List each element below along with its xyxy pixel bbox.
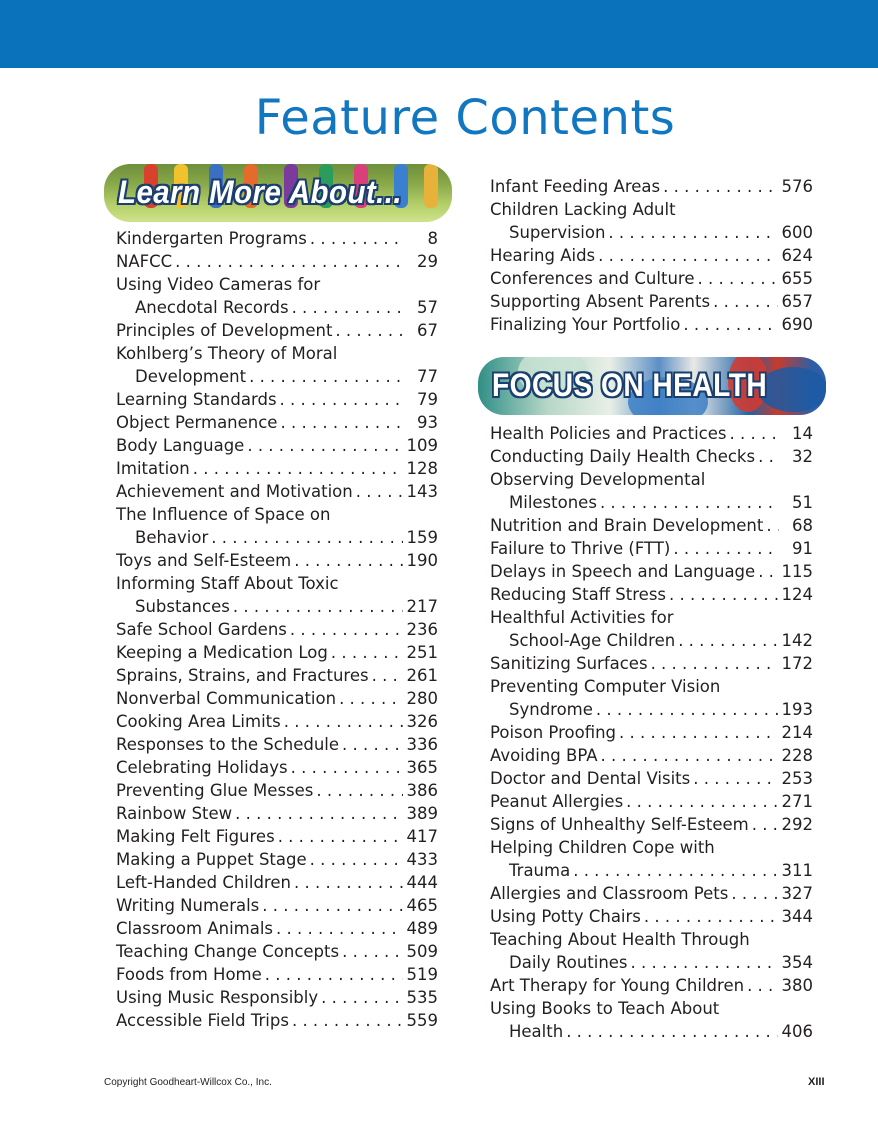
toc-entry-title-line: Children Lacking Adult <box>490 200 676 219</box>
dot-leader <box>335 319 404 342</box>
toc-entry <box>116 917 438 940</box>
toc-entry-page: 559 <box>406 1011 438 1030</box>
dot-leader <box>339 687 402 710</box>
toc-entry-page: 576 <box>781 177 813 196</box>
toc-entry-title: Substances <box>135 597 230 616</box>
toc-entry-page: 624 <box>781 246 813 265</box>
dot-leader <box>233 595 403 618</box>
dot-leader <box>596 698 778 721</box>
dot-leader <box>284 710 403 733</box>
toc-entry-page: 228 <box>781 746 813 765</box>
toc-entry-page: 142 <box>781 631 813 650</box>
toc-entry <box>490 836 813 882</box>
toc-entry-title: Body Language <box>116 436 245 455</box>
toc-entry-title: Health <box>509 1022 564 1041</box>
dot-leader <box>713 290 777 313</box>
dot-leader <box>752 813 778 836</box>
toc-entry-page: 600 <box>781 223 813 242</box>
toc-entry-page: 193 <box>781 700 813 719</box>
toc-entry-page: 344 <box>781 907 813 926</box>
toc-entry-title: Trauma <box>509 861 571 880</box>
toc-entry-page: 124 <box>781 585 813 604</box>
toc-entry-title-line: Using Books to Teach About <box>490 999 720 1018</box>
toc-entry-page: 261 <box>406 666 438 685</box>
toc-entry-title-line: Using Video Cameras for <box>116 275 321 294</box>
toc-entry <box>116 641 438 664</box>
dot-leader <box>669 583 777 606</box>
toc-entry <box>490 675 813 721</box>
dot-leader <box>249 365 404 388</box>
toc-entry-page: 32 <box>792 447 813 466</box>
dot-leader <box>573 859 777 882</box>
toc-entry <box>490 445 813 468</box>
toc-entry <box>490 560 813 583</box>
toc-entry <box>116 227 438 250</box>
toc-entry-title: Teaching Change Concepts <box>116 942 340 961</box>
toc-entry <box>116 871 438 894</box>
toc-entry-page: 51 <box>792 493 813 512</box>
toc-entry-page: 57 <box>417 298 438 317</box>
toc-entry-title: Making a Puppet Stage <box>116 850 307 869</box>
dot-leader <box>566 1020 777 1043</box>
toc-entry-title: Principles of Development <box>116 321 333 340</box>
toc-entry-page: 8 <box>427 229 438 248</box>
toc-entry-title: Achievement and Motivation <box>116 482 353 501</box>
toc-entry <box>490 198 813 244</box>
dot-leader <box>693 767 777 790</box>
dot-leader <box>278 825 403 848</box>
toc-entry <box>490 514 813 537</box>
toc-entry <box>116 411 438 434</box>
toc-entry <box>116 388 438 411</box>
toc-entry-title: Classroom Animals <box>116 919 274 938</box>
toc-entry <box>116 848 438 871</box>
dot-leader <box>280 388 404 411</box>
toc-entry-title: Reducing Staff Stress <box>490 585 667 604</box>
toc-entry-page: 336 <box>406 735 438 754</box>
toc-entry-page: 433 <box>406 850 438 869</box>
dot-leader <box>292 1009 403 1032</box>
toc-entry-page: 386 <box>406 781 438 800</box>
dot-leader <box>211 526 402 549</box>
dot-leader <box>644 905 778 928</box>
toc-entry <box>116 894 438 917</box>
toc-entry-title: Toys and Self-Esteem <box>116 551 292 570</box>
dot-leader <box>247 434 402 457</box>
toc-entry-title: Sanitizing Surfaces <box>490 654 648 673</box>
dot-leader <box>766 514 779 537</box>
toc-entry-page: 251 <box>406 643 438 662</box>
toc-entry <box>490 882 813 905</box>
toc-entry-page: 311 <box>781 861 813 880</box>
dot-leader <box>321 986 402 1009</box>
toc-entry-title-line: Informing Staff About Toxic <box>116 574 339 593</box>
toc-entry-title: Sprains, Strains, and Fractures <box>116 666 369 685</box>
toc-entry-title: Finalizing Your Portfolio <box>490 315 681 334</box>
dot-leader <box>331 641 403 664</box>
toc-entry-title-line: Teaching About Health Through <box>490 930 750 949</box>
toc-entry <box>116 664 438 687</box>
toc-entry <box>490 744 813 767</box>
dot-leader <box>292 296 404 319</box>
focus-on-health-banner-label: FOCUS ON HEALTH <box>492 367 768 403</box>
toc-entry <box>116 710 438 733</box>
toc-entry-title: Foods from Home <box>116 965 262 984</box>
toc-entry-page: 68 <box>792 516 813 535</box>
header-bar <box>0 0 878 68</box>
toc-entry-title: Object Permanence <box>116 413 278 432</box>
toc-entry-title: Anecdotal Records <box>135 298 289 317</box>
toc-entry-title: Kindergarten Programs <box>116 229 307 248</box>
toc-entry <box>116 779 438 802</box>
toc-entry <box>490 244 813 267</box>
toc-entry-page: 465 <box>406 896 438 915</box>
toc-entry-title: Hearing Aids <box>490 246 596 265</box>
toc-entry-page: 128 <box>406 459 438 478</box>
toc-entry <box>116 549 438 572</box>
dot-leader <box>697 267 777 290</box>
toc-entry-title: Peanut Allergies <box>490 792 624 811</box>
toc-entry-title: Signs of Unhealthy Self-Esteem <box>490 815 749 834</box>
toc-entry-title: Left-Handed Children <box>116 873 291 892</box>
toc-entry <box>490 652 813 675</box>
toc-entry-page: 115 <box>781 562 813 581</box>
toc-entry-title: Doctor and Dental Visits <box>490 769 691 788</box>
toc-entry-title: Poison Proofing <box>490 723 617 742</box>
toc-entry-title: Daily Routines <box>509 953 628 972</box>
toc-entry-page: 327 <box>781 884 813 903</box>
toc-entry-title-line: Kohlberg’s Theory of Moral <box>116 344 338 363</box>
dot-leader <box>598 244 777 267</box>
toc-entry-title: Writing Numerals <box>116 896 260 915</box>
dot-leader <box>262 894 402 917</box>
dot-leader <box>294 549 402 572</box>
toc-entry-title: Imitation <box>116 459 190 478</box>
toc-entry-title: Accessible Field Trips <box>116 1011 289 1030</box>
toc-entry-title: Supporting Absent Parents <box>490 292 711 311</box>
toc-entry-title-line: The Influence of Space on <box>116 505 331 524</box>
dot-leader <box>651 652 778 675</box>
toc-entry-title: Conducting Daily Health Checks <box>490 447 756 466</box>
toc-entry <box>116 940 438 963</box>
toc-entry-page: 253 <box>781 769 813 788</box>
dot-leader <box>193 457 403 480</box>
dot-leader <box>265 963 403 986</box>
toc-entry-title-line: Healthful Activities for <box>490 608 674 627</box>
toc-entry-title-line: Observing Developmental <box>490 470 706 489</box>
toc-entry-page: 380 <box>781 976 813 995</box>
dot-leader <box>601 744 778 767</box>
banner-photo-figure <box>424 164 438 208</box>
toc-entry-page: 91 <box>792 539 813 558</box>
toc-entry-title: Safe School Gardens <box>116 620 287 639</box>
toc-entry-title: Syndrome <box>509 700 593 719</box>
toc-entry-page: 292 <box>781 815 813 834</box>
toc-entry <box>490 767 813 790</box>
toc-entry-page: 365 <box>406 758 438 777</box>
dot-leader <box>731 882 777 905</box>
toc-entry <box>116 687 438 710</box>
dot-leader <box>631 951 778 974</box>
dot-leader <box>608 221 777 244</box>
dot-leader <box>310 227 404 250</box>
toc-entry-page: 657 <box>781 292 813 311</box>
toc-entry-title: Learning Standards <box>116 390 277 409</box>
toc-entry-title: Avoiding BPA <box>490 746 598 765</box>
toc-entry-page: 489 <box>406 919 438 938</box>
toc-entry <box>490 313 813 336</box>
toc-entry <box>116 457 438 480</box>
toc-entry <box>490 583 813 606</box>
toc-entry-page: 79 <box>417 390 438 409</box>
toc-entry <box>490 422 813 445</box>
toc-entry-title: Using Music Responsibly <box>116 988 319 1007</box>
toc-entry <box>490 606 813 652</box>
banner-paint-splash <box>758 367 826 412</box>
dot-leader <box>294 871 403 894</box>
toc-entry-title: Responses to the Schedule <box>116 735 340 754</box>
toc-entry-page: 29 <box>417 252 438 271</box>
toc-entry-page: 93 <box>417 413 438 432</box>
toc-entry-title: Allergies and Classroom Pets <box>490 884 729 903</box>
toc-entry-title: Rainbow Stew <box>116 804 233 823</box>
toc-entry-title: Cooking Area Limits <box>116 712 281 731</box>
dot-leader <box>758 560 777 583</box>
toc-entry-title: School-Age Children <box>509 631 676 650</box>
toc-entry <box>490 928 813 974</box>
learn-more-banner-label: Learn More About... <box>118 174 403 210</box>
page-title: Feature Contents <box>254 90 676 146</box>
toc-entry-page: 236 <box>406 620 438 639</box>
learn-more-banner <box>104 164 452 222</box>
toc-entry-title: Delays in Speech and Language <box>490 562 756 581</box>
toc-entry-page: 280 <box>406 689 438 708</box>
toc-entry <box>116 825 438 848</box>
dot-leader <box>175 250 404 273</box>
toc-entry-page: 217 <box>406 597 438 616</box>
toc-entry <box>116 503 438 549</box>
toc-entry <box>490 974 813 997</box>
toc-entry-title: Milestones <box>509 493 597 512</box>
toc-entry <box>490 721 813 744</box>
toc-entry-page: 406 <box>781 1022 813 1041</box>
toc-entry-title: Nonverbal Communication <box>116 689 337 708</box>
toc-entry-page: 354 <box>781 953 813 972</box>
toc-entry-page: 109 <box>406 436 438 455</box>
dot-leader <box>356 480 403 503</box>
toc-entry-page: 509 <box>406 942 438 961</box>
toc-entry-page: 444 <box>406 873 438 892</box>
toc-entry-title: Development <box>135 367 247 386</box>
dot-leader <box>291 756 403 779</box>
toc-entry-page: 214 <box>781 723 813 742</box>
toc-entry-page: 172 <box>781 654 813 673</box>
dot-leader <box>372 664 403 687</box>
toc-entry <box>490 790 813 813</box>
toc-entry-page: 190 <box>406 551 438 570</box>
toc-entry-title: NAFCC <box>116 252 173 271</box>
toc-entry-title-line: Preventing Computer Vision <box>490 677 721 696</box>
toc-entry-title: Conferences and Culture <box>490 269 695 288</box>
toc-entry <box>490 290 813 313</box>
toc-entry <box>490 905 813 928</box>
toc-entry-title: Using Potty Chairs <box>490 907 641 926</box>
dot-leader <box>316 779 402 802</box>
toc-entry-title: Making Felt Figures <box>116 827 275 846</box>
toc-entry <box>116 342 438 388</box>
learn-more-list <box>116 227 438 1032</box>
toc-entry <box>116 802 438 825</box>
toc-entry <box>116 963 438 986</box>
learn-more-continued-list <box>490 175 813 336</box>
toc-entry-title: Preventing Glue Messes <box>116 781 314 800</box>
toc-entry-page: 417 <box>406 827 438 846</box>
toc-entry <box>490 267 813 290</box>
dot-leader <box>730 422 780 445</box>
toc-entry <box>490 813 813 836</box>
toc-entry <box>116 319 438 342</box>
toc-entry-page: 14 <box>792 424 813 443</box>
dot-leader <box>600 491 779 514</box>
toc-entry-page: 655 <box>781 269 813 288</box>
toc-entry <box>490 537 813 560</box>
dot-leader <box>758 445 779 468</box>
toc-entry-page: 67 <box>417 321 438 340</box>
toc-entry-page: 690 <box>781 315 813 334</box>
toc-entry-page: 271 <box>781 792 813 811</box>
dot-leader <box>626 790 777 813</box>
dot-leader <box>678 629 777 652</box>
dot-leader <box>310 848 403 871</box>
toc-entry-page: 77 <box>417 367 438 386</box>
health-list <box>490 422 813 1043</box>
dot-leader <box>276 917 402 940</box>
toc-entry-page: 519 <box>406 965 438 984</box>
dot-leader <box>290 618 403 641</box>
toc-entry-title: Health Policies and Practices <box>490 424 727 443</box>
toc-entry <box>116 480 438 503</box>
dot-leader <box>747 974 777 997</box>
copyright-notice: Copyright Goodheart-Willcox Co., Inc. <box>104 1077 272 1088</box>
dot-leader <box>673 537 779 560</box>
toc-entry <box>116 618 438 641</box>
toc-entry <box>116 733 438 756</box>
toc-entry <box>116 434 438 457</box>
page-number: XIII <box>808 1076 825 1088</box>
dot-leader <box>235 802 402 825</box>
dot-leader <box>619 721 777 744</box>
toc-entry <box>116 756 438 779</box>
toc-entry <box>116 273 438 319</box>
toc-entry-page: 389 <box>406 804 438 823</box>
toc-entry-page: 535 <box>406 988 438 1007</box>
toc-entry-title: Infant Feeding Areas <box>490 177 661 196</box>
dot-leader <box>342 733 402 756</box>
toc-entry-page: 159 <box>406 528 438 547</box>
toc-entry-page: 143 <box>406 482 438 501</box>
toc-entry-title: Nutrition and Brain Development <box>490 516 764 535</box>
toc-entry-title: Behavior <box>135 528 209 547</box>
toc-entry <box>116 1009 438 1032</box>
toc-entry <box>116 572 438 618</box>
toc-entry <box>116 250 438 273</box>
dot-leader <box>342 940 402 963</box>
toc-entry-title: Art Therapy for Young Children <box>490 976 745 995</box>
toc-entry <box>490 175 813 198</box>
toc-entry-title-line: Helping Children Cope with <box>490 838 715 857</box>
toc-entry-title: Celebrating Holidays <box>116 758 288 777</box>
toc-entry-page: 326 <box>406 712 438 731</box>
toc-entry-title: Failure to Thrive (FTT) <box>490 539 671 558</box>
toc-entry-title: Supervision <box>509 223 606 242</box>
dot-leader <box>683 313 777 336</box>
toc-entry-title: Keeping a Medication Log <box>116 643 328 662</box>
dot-leader <box>663 175 777 198</box>
dot-leader <box>280 411 404 434</box>
toc-entry <box>490 997 813 1043</box>
toc-entry <box>490 468 813 514</box>
focus-on-health-banner <box>478 357 826 415</box>
toc-entry <box>116 986 438 1009</box>
